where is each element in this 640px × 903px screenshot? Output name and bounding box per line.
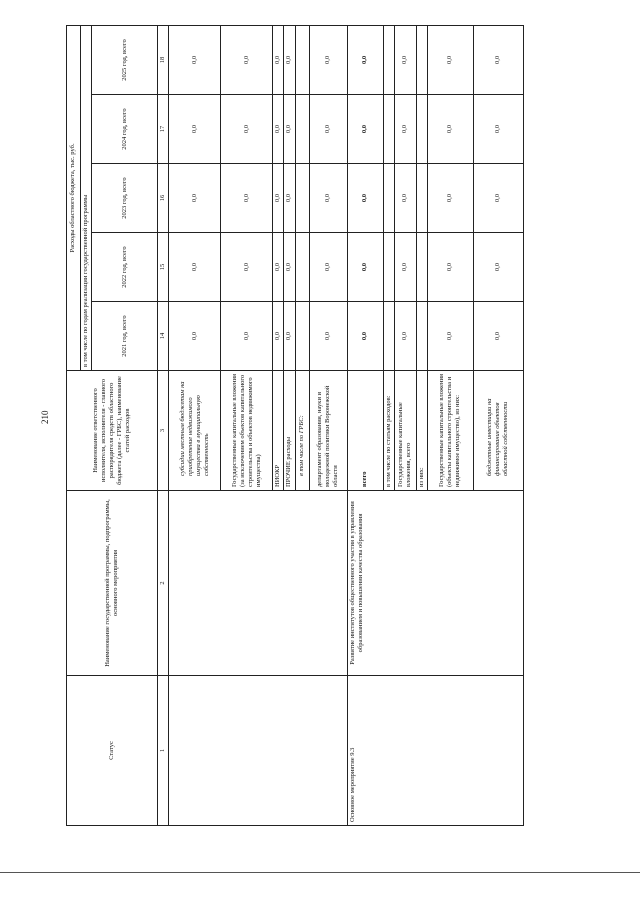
value-cell: 0,0 (273, 302, 284, 371)
measure-status: Основное мероприятие 9.3 (347, 676, 523, 826)
value-cell: 0,0 (473, 95, 523, 164)
row-label: Государственные капитальные вложения (за исключением объектов капитального строительства и объектов недвижимого имущества) (221, 371, 273, 491)
value-cell: 0,0 (394, 302, 416, 371)
header-year: 2022 год, всего (92, 233, 158, 302)
value-cell: 0,0 (394, 164, 416, 233)
rotated-table-container (66, 26, 628, 826)
value-cell: 0,0 (427, 302, 473, 371)
column-index: 3 (158, 371, 169, 491)
column-index: 15 (158, 233, 169, 302)
page-edge-rule (0, 872, 640, 873)
value-cell: 0,0 (169, 233, 221, 302)
header-program-name: Наименование государственной программы, подпрограммы, основного мероприятия (67, 491, 158, 676)
column-index: 1 (158, 676, 169, 826)
value-cell: 0,0 (221, 233, 273, 302)
value-cell: 0,0 (284, 233, 295, 302)
column-index: 16 (158, 164, 169, 233)
row-label: из них: (416, 371, 427, 491)
value-cell: 0,0 (221, 25, 273, 94)
value-cell (416, 95, 427, 164)
row-label: в том числе по статьям расходов: (383, 371, 394, 491)
value-cell: 0,0 (284, 25, 295, 94)
table-row (347, 25, 383, 825)
value-cell (383, 25, 394, 94)
row-label: НИОКР (273, 371, 284, 491)
value-cell (383, 164, 394, 233)
value-cell: 0,0 (309, 164, 347, 233)
column-index: 17 (158, 95, 169, 164)
header-year: 2024 год, всего (92, 95, 158, 164)
value-cell: 0,0 (427, 233, 473, 302)
value-cell: 0,0 (427, 164, 473, 233)
row-label: бюджетные инвестиции на финансирование объектов областной собственности (473, 371, 523, 491)
value-cell (416, 164, 427, 233)
row-label: ПРОЧИЕ расходы (284, 371, 295, 491)
header-year: 2021 год, всего (92, 302, 158, 371)
value-cell: 0,0 (473, 25, 523, 94)
row-label: в том числе по ГРБС: (295, 371, 309, 491)
status-cell-empty (169, 676, 347, 826)
value-cell: 0,0 (273, 233, 284, 302)
value-cell: 0,0 (169, 164, 221, 233)
column-index: 18 (158, 25, 169, 94)
value-cell: 0,0 (473, 164, 523, 233)
row-label: Государственные капитальные вложения (объекты капитального строительства и недвижимое имущество), из них: (427, 371, 473, 491)
row-label: Государственные капитальные вложения, всего (394, 371, 416, 491)
value-cell (295, 233, 309, 302)
row-label: всего (347, 371, 383, 491)
value-cell: 0,0 (394, 95, 416, 164)
measure-name: Развитие институтов общественного участия в управлении образованием и повышении качества образования (347, 491, 523, 676)
column-index: 14 (158, 302, 169, 371)
value-cell (416, 302, 427, 371)
value-cell: 0,0 (347, 233, 383, 302)
value-cell: 0,0 (427, 95, 473, 164)
value-cell: 0,0 (473, 302, 523, 371)
value-cell: 0,0 (394, 233, 416, 302)
name-cell-empty (169, 491, 347, 676)
header-year: 2025 год, всего (92, 25, 158, 94)
value-cell (383, 302, 394, 371)
value-cell: 0,0 (273, 95, 284, 164)
value-cell: 0,0 (473, 233, 523, 302)
value-cell: 0,0 (221, 95, 273, 164)
value-cell (416, 25, 427, 94)
value-cell: 0,0 (394, 25, 416, 94)
header-by-years: в том числе по годам реализации государственной программы (81, 25, 92, 370)
value-cell (295, 164, 309, 233)
page-number: 210 (40, 410, 50, 424)
value-cell: 0,0 (347, 25, 383, 94)
value-cell: 0,0 (221, 302, 273, 371)
value-cell (295, 25, 309, 94)
budget-table (66, 25, 524, 826)
value-cell: 0,0 (284, 164, 295, 233)
value-cell (416, 233, 427, 302)
value-cell: 0,0 (347, 95, 383, 164)
value-cell (295, 302, 309, 371)
value-cell: 0,0 (309, 233, 347, 302)
header-executor: Наименование ответственного исполнителя, исполнителя - главного распорядителя средств областного бюджета (далее - ГРБС), наименование статей расходов (67, 371, 158, 491)
value-cell: 0,0 (284, 302, 295, 371)
value-cell: 0,0 (169, 95, 221, 164)
value-cell: 0,0 (284, 95, 295, 164)
header-year: 2023 год, всего (92, 164, 158, 233)
value-cell: 0,0 (169, 302, 221, 371)
value-cell (383, 233, 394, 302)
value-cell (383, 95, 394, 164)
value-cell: 0,0 (169, 25, 221, 94)
header-expenses: Расходы областного бюджета, тыс. руб. (67, 25, 81, 370)
table-row (169, 25, 221, 825)
row-label: субсидии местным бюджетам на приобретение недвижимого имущества в муниципальную собственность (169, 371, 221, 491)
row-label: департамент образования, науки и молодежной политики Воронежской области (309, 371, 347, 491)
value-cell (295, 95, 309, 164)
value-cell: 0,0 (309, 302, 347, 371)
column-index: 2 (158, 491, 169, 676)
value-cell: 0,0 (347, 302, 383, 371)
value-cell: 0,0 (273, 25, 284, 94)
value-cell: 0,0 (221, 164, 273, 233)
value-cell: 0,0 (427, 25, 473, 94)
value-cell: 0,0 (309, 95, 347, 164)
header-status: Статус (67, 676, 158, 826)
value-cell: 0,0 (347, 164, 383, 233)
value-cell: 0,0 (273, 164, 284, 233)
value-cell: 0,0 (309, 25, 347, 94)
